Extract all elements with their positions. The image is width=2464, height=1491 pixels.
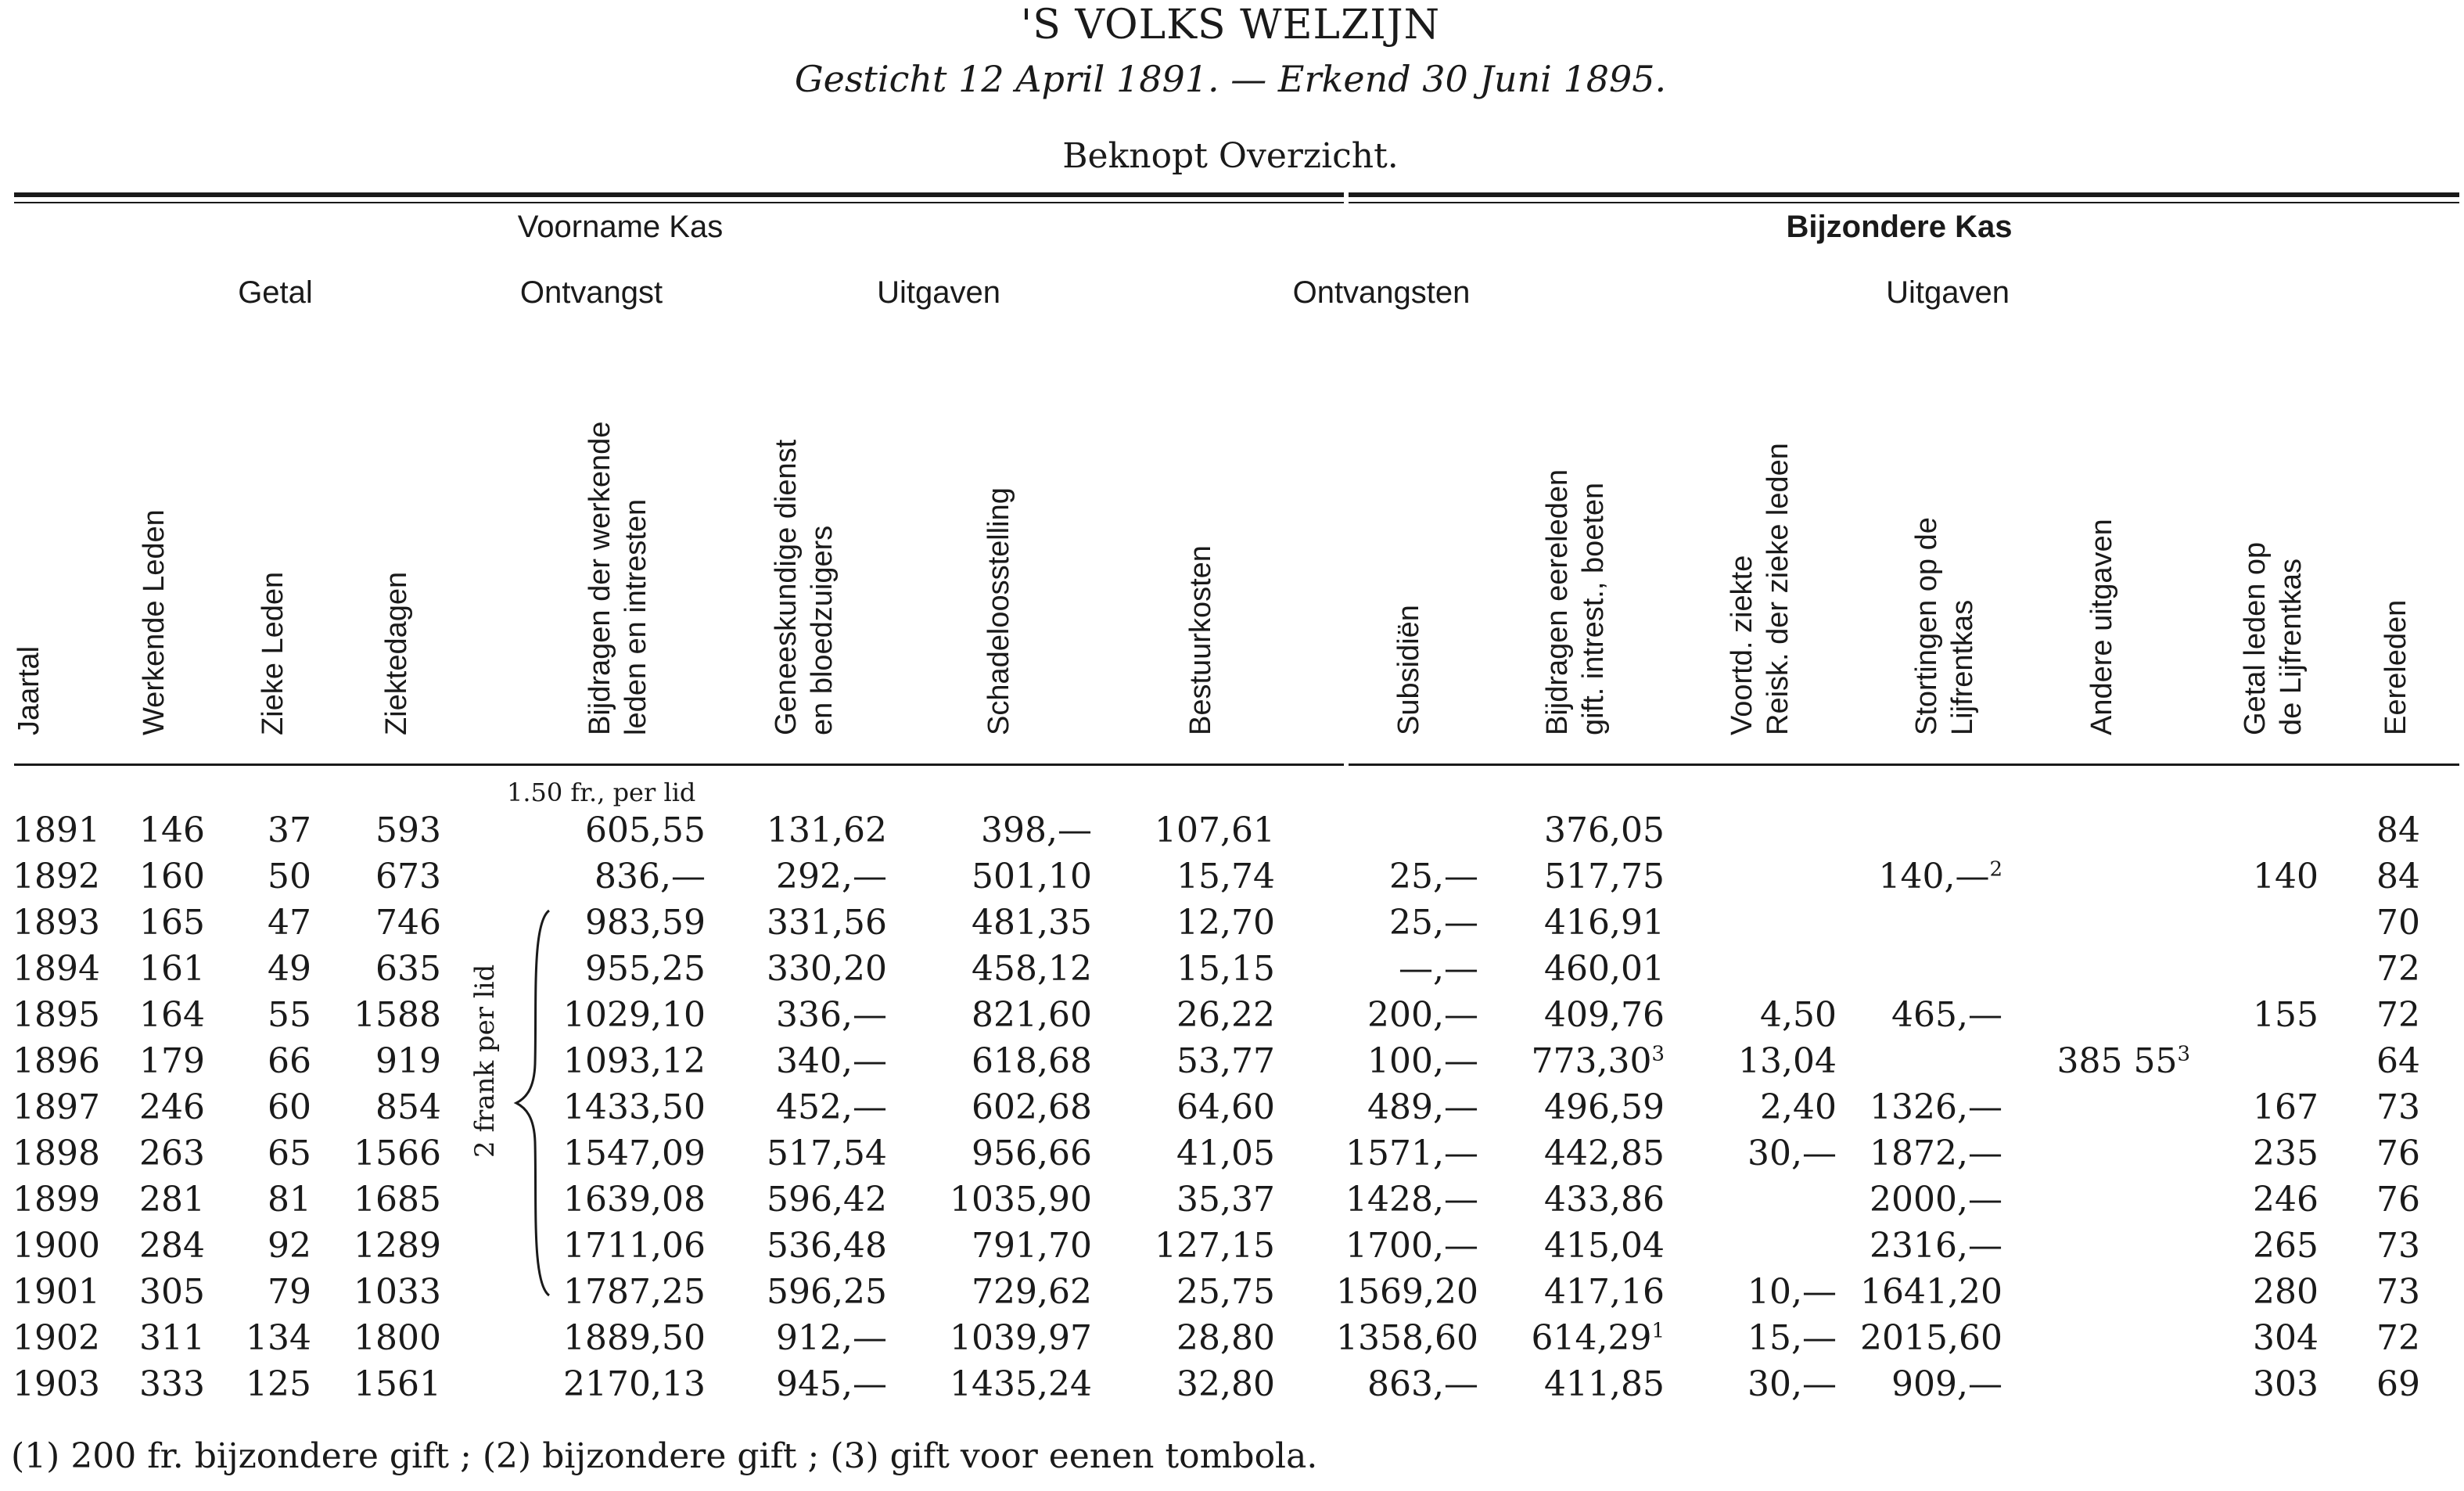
- cell-subsidien: —,—: [1399, 949, 1478, 989]
- cell-geneeskundige-dienst: 945,—: [776, 1364, 887, 1404]
- cell-bijdragen-werkende: 955,25: [585, 949, 706, 989]
- cell-werkende-leden: 246: [139, 1087, 205, 1127]
- column-header-zieke-leden: Zieke Leden: [257, 571, 289, 735]
- cell-subsidien: 863,—: [1367, 1364, 1478, 1404]
- cell-werkende-leden: 160: [139, 857, 205, 896]
- cell-schadeloosstelling: 729,62: [972, 1272, 1092, 1312]
- cell-eereleden: 76: [2376, 1134, 2420, 1173]
- cell-bijdragen-eereleden: 416,91: [1544, 903, 1665, 943]
- cell-subsidien: 489,—: [1367, 1087, 1478, 1127]
- column-header-stortingen-lijfrentkas: Stortingen op de Lijfrentkas: [1910, 517, 1979, 735]
- cell-ziektedagen: 1566: [354, 1134, 441, 1173]
- group-ontvangsten: Ontvangsten: [1292, 275, 1471, 310]
- cell-bestuurkosten: 15,15: [1176, 949, 1275, 989]
- cell-geneeskundige-dienst: 596,25: [767, 1272, 887, 1312]
- cell-stortingen-lijfrentkas: 2000,—: [1870, 1180, 2002, 1220]
- cell-bestuurkosten: 32,80: [1176, 1364, 1275, 1404]
- footnote: (1) 200 fr. bijzondere gift ; (2) bijzondere gift ; (3) gift voor eenen tombola.: [11, 1436, 1318, 1476]
- cell-zieke-leden: 49: [268, 949, 311, 989]
- cell-bijdragen-werkende: 1639,08: [563, 1180, 706, 1220]
- column-header-andere-uitgaven: Andere uitgaven: [2085, 519, 2118, 735]
- column-header-getal-leden-lijfrentkas: Getal leden op de Lijfrentkas: [2239, 541, 2308, 735]
- cell-getal-leden-lijfrentkas: 303: [2253, 1364, 2319, 1404]
- footnote-marker: 3: [2177, 1042, 2190, 1066]
- cell-jaartal: 1891: [13, 810, 100, 850]
- cell-schadeloosstelling: 398,—: [981, 810, 1092, 850]
- cell-werkende-leden: 263: [139, 1134, 205, 1173]
- cell-geneeskundige-dienst: 912,—: [776, 1318, 887, 1358]
- cell-eereleden: 73: [2376, 1087, 2420, 1127]
- cell-voortd-ziekte: 15,—: [1747, 1318, 1837, 1358]
- column-header-werkende-leden: Werkende Leden: [138, 509, 171, 735]
- cell-bijdragen-werkende: 1433,50: [563, 1087, 706, 1127]
- group-bijzondere-kas: Bijzondere Kas: [1786, 210, 2013, 244]
- cell-getal-leden-lijfrentkas: 155: [2253, 995, 2319, 1035]
- cell-bijdragen-eereleden: 773,30$^3$: [1531, 1041, 1665, 1081]
- group-voorname-kas: Voorname Kas: [517, 210, 724, 244]
- cell-zieke-leden: 65: [268, 1134, 311, 1173]
- cell-jaartal: 1902: [13, 1318, 100, 1358]
- group-getal: Getal: [238, 275, 313, 310]
- cell-bestuurkosten: 107,61: [1155, 810, 1275, 850]
- cell-bestuurkosten: 41,05: [1176, 1134, 1275, 1173]
- cell-werkende-leden: 305: [139, 1272, 205, 1312]
- cell-bijdragen-eereleden: 433,86: [1544, 1180, 1665, 1220]
- cell-eereleden: 73: [2376, 1226, 2420, 1266]
- cell-geneeskundige-dienst: 330,20: [767, 949, 887, 989]
- cell-bijdragen-eereleden: 411,85: [1544, 1364, 1665, 1404]
- cell-werkende-leden: 146: [139, 810, 205, 850]
- cell-bijdragen-eereleden: 442,85: [1544, 1134, 1665, 1173]
- cell-geneeskundige-dienst: 536,48: [767, 1226, 887, 1266]
- cell-getal-leden-lijfrentkas: 167: [2253, 1087, 2319, 1127]
- cell-geneeskundige-dienst: 596,42: [767, 1180, 887, 1220]
- cell-schadeloosstelling: 458,12: [972, 949, 1092, 989]
- cell-werkende-leden: 281: [139, 1180, 205, 1220]
- cell-getal-leden-lijfrentkas: 246: [2253, 1180, 2319, 1220]
- cell-jaartal: 1896: [13, 1041, 100, 1081]
- cell-eereleden: 64: [2376, 1041, 2420, 1081]
- cell-ziektedagen: 1800: [354, 1318, 441, 1358]
- footnote-marker: 3: [1651, 1042, 1665, 1066]
- cell-zieke-leden: 125: [246, 1364, 311, 1404]
- column-header-schadeloosstelling: Schadeloosstelling: [982, 487, 1015, 735]
- cell-geneeskundige-dienst: 336,—: [776, 995, 887, 1035]
- cell-bestuurkosten: 26,22: [1176, 995, 1275, 1035]
- cell-ziektedagen: 854: [375, 1087, 441, 1127]
- cell-ziektedagen: 1685: [354, 1180, 441, 1220]
- top-rule-right-thin: [1349, 202, 2459, 203]
- column-header-bestuurkosten: Bestuurkosten: [1184, 545, 1217, 735]
- cell-ziektedagen: 1561: [354, 1364, 441, 1404]
- cell-bestuurkosten: 28,80: [1176, 1318, 1275, 1358]
- cell-eereleden: 72: [2376, 949, 2420, 989]
- column-header-bijdragen-werkende: Bijdragen der werkende leden en intresten: [584, 421, 652, 735]
- column-header-geneeskundige-dienst: Geneeskundige dienst en bloedzuigers: [770, 439, 839, 735]
- cell-subsidien: 1571,—: [1345, 1134, 1478, 1173]
- cell-jaartal: 1899: [13, 1180, 100, 1220]
- cell-subsidien: 100,—: [1367, 1041, 1478, 1081]
- cell-ziektedagen: 1289: [354, 1226, 441, 1266]
- cell-werkende-leden: 179: [139, 1041, 205, 1081]
- cell-eereleden: 70: [2376, 903, 2420, 943]
- column-header-bijdragen-eereleden: Bijdragen eereleden gift. intrest., boeten: [1541, 469, 1610, 735]
- cell-subsidien: 1700,—: [1345, 1226, 1478, 1266]
- cell-werkende-leden: 284: [139, 1226, 205, 1266]
- cell-getal-leden-lijfrentkas: 140: [2253, 857, 2319, 896]
- column-header-subsidien: Subsidiën: [1392, 605, 1425, 735]
- cell-werkende-leden: 161: [139, 949, 205, 989]
- cell-bestuurkosten: 35,37: [1176, 1180, 1275, 1220]
- cell-getal-leden-lijfrentkas: 280: [2253, 1272, 2319, 1312]
- cell-geneeskundige-dienst: 452,—: [776, 1087, 887, 1127]
- cell-schadeloosstelling: 1039,97: [950, 1318, 1092, 1358]
- cell-jaartal: 1898: [13, 1134, 100, 1173]
- cell-bijdragen-werkende: 836,—: [594, 857, 706, 896]
- column-header-eereleden: Eereleden: [2380, 599, 2412, 735]
- cell-ziektedagen: 1033: [354, 1272, 441, 1312]
- cell-bijdragen-werkende: 1711,06: [563, 1226, 706, 1266]
- cell-stortingen-lijfrentkas: 1326,—: [1870, 1087, 2002, 1127]
- cell-schadeloosstelling: 1435,24: [950, 1364, 1092, 1404]
- cell-zieke-leden: 81: [268, 1180, 311, 1220]
- cell-bestuurkosten: 127,15: [1155, 1226, 1275, 1266]
- cell-ziektedagen: 593: [375, 810, 441, 850]
- cell-geneeskundige-dienst: 331,56: [767, 903, 887, 943]
- cell-bijdragen-eereleden: 496,59: [1544, 1087, 1665, 1127]
- cell-bestuurkosten: 64,60: [1176, 1087, 1275, 1127]
- cell-eereleden: 72: [2376, 995, 2420, 1035]
- cell-stortingen-lijfrentkas: 2015,60: [1860, 1318, 2002, 1358]
- cell-subsidien: 200,—: [1367, 995, 1478, 1035]
- cell-stortingen-lijfrentkas: 2316,—: [1870, 1226, 2002, 1266]
- cell-stortingen-lijfrentkas: 1641,20: [1860, 1272, 2002, 1312]
- cell-bijdragen-werkende: 605,55: [585, 810, 706, 850]
- top-rule-right-thick: [1349, 192, 2459, 197]
- cell-voortd-ziekte: 30,—: [1747, 1364, 1837, 1404]
- top-rule-left-thin: [14, 202, 1344, 203]
- cell-jaartal: 1894: [13, 949, 100, 989]
- cell-werkende-leden: 333: [139, 1364, 205, 1404]
- cell-voortd-ziekte: 13,04: [1738, 1041, 1837, 1081]
- cell-jaartal: 1892: [13, 857, 100, 896]
- cell-voortd-ziekte: 10,—: [1747, 1272, 1837, 1312]
- footnote-marker: 1: [1651, 1319, 1665, 1343]
- cell-jaartal: 1900: [13, 1226, 100, 1266]
- cell-bijdragen-eereleden: 614,29$^1$: [1531, 1318, 1665, 1358]
- cell-zieke-leden: 92: [268, 1226, 311, 1266]
- cell-zieke-leden: 79: [268, 1272, 311, 1312]
- cell-geneeskundige-dienst: 340,—: [776, 1041, 887, 1081]
- cell-bijdragen-werkende: 1029,10: [563, 995, 706, 1035]
- column-header-jaartal: Jaartal: [13, 645, 45, 735]
- cell-schadeloosstelling: 956,66: [972, 1134, 1092, 1173]
- cell-geneeskundige-dienst: 292,—: [776, 857, 887, 896]
- cell-eereleden: 73: [2376, 1272, 2420, 1312]
- cell-zieke-leden: 50: [268, 857, 311, 896]
- cell-getal-leden-lijfrentkas: 235: [2253, 1134, 2319, 1173]
- note-per-lid-range: 2 frank per lid: [469, 964, 501, 1158]
- column-header-ziektedagen: Ziektedagen: [380, 571, 413, 735]
- cell-bestuurkosten: 15,74: [1176, 857, 1275, 896]
- cell-getal-leden-lijfrentkas: 304: [2253, 1318, 2319, 1358]
- cell-zieke-leden: 55: [268, 995, 311, 1035]
- cell-bestuurkosten: 53,77: [1176, 1041, 1275, 1081]
- cell-schadeloosstelling: 481,35: [972, 903, 1092, 943]
- cell-geneeskundige-dienst: 517,54: [767, 1134, 887, 1173]
- header-rule-left: [14, 763, 1344, 766]
- cell-bijdragen-werkende: 1093,12: [563, 1041, 706, 1081]
- cell-bijdragen-werkende: 1547,09: [563, 1134, 706, 1173]
- cell-schadeloosstelling: 1035,90: [950, 1180, 1092, 1220]
- cell-geneeskundige-dienst: 131,62: [767, 810, 887, 850]
- header-rule-right: [1349, 763, 2459, 766]
- cell-ziektedagen: 673: [375, 857, 441, 896]
- cell-subsidien: 25,—: [1389, 857, 1478, 896]
- cell-schadeloosstelling: 602,68: [972, 1087, 1092, 1127]
- column-header-voortd-ziekte: Voortd. ziekte Reisk. der zieke leden: [1726, 443, 1794, 735]
- top-rule-left-thick: [14, 192, 1344, 197]
- cell-schadeloosstelling: 791,70: [972, 1226, 1092, 1266]
- cell-schadeloosstelling: 501,10: [972, 857, 1092, 896]
- cell-schadeloosstelling: 821,60: [972, 995, 1092, 1035]
- cell-jaartal: 1897: [13, 1087, 100, 1127]
- cell-bijdragen-eereleden: 409,76: [1544, 995, 1665, 1035]
- cell-stortingen-lijfrentkas: 140,—$^2$: [1878, 857, 2002, 896]
- cell-zieke-leden: 60: [268, 1087, 311, 1127]
- cell-eereleden: 84: [2376, 810, 2420, 850]
- cell-bestuurkosten: 25,75: [1176, 1272, 1275, 1312]
- document-title: 'S VOLKS WELZIJN: [1020, 2, 1441, 49]
- cell-subsidien: 25,—: [1389, 903, 1478, 943]
- cell-stortingen-lijfrentkas: 1872,—: [1870, 1134, 2002, 1173]
- cell-eereleden: 72: [2376, 1318, 2420, 1358]
- cell-bijdragen-eereleden: 415,04: [1544, 1226, 1665, 1266]
- note-per-lid-1891: 1.50 fr., per lid: [507, 778, 696, 807]
- cell-bijdragen-werkende: 1889,50: [563, 1318, 706, 1358]
- cell-bestuurkosten: 12,70: [1176, 903, 1275, 943]
- cell-bijdragen-eereleden: 517,75: [1544, 857, 1665, 896]
- cell-werkende-leden: 165: [139, 903, 205, 943]
- cell-jaartal: 1893: [13, 903, 100, 943]
- cell-ziektedagen: 919: [375, 1041, 441, 1081]
- cell-bijdragen-eereleden: 460,01: [1544, 949, 1665, 989]
- cell-eereleden: 84: [2376, 857, 2420, 896]
- cell-bijdragen-eereleden: 376,05: [1544, 810, 1665, 850]
- cell-ziektedagen: 746: [375, 903, 441, 943]
- cell-zieke-leden: 134: [246, 1318, 311, 1358]
- cell-bijdragen-werkende: 2170,13: [563, 1364, 706, 1404]
- cell-werkende-leden: 311: [139, 1318, 205, 1358]
- document-subtitle: Gesticht 12 April 1891. — Erkend 30 Juni 1895.: [794, 58, 1667, 100]
- cell-stortingen-lijfrentkas: 909,—: [1891, 1364, 2002, 1404]
- cell-jaartal: 1895: [13, 995, 100, 1035]
- curly-brace-icon: [508, 907, 555, 1299]
- overview-heading: Beknopt Overzicht.: [1062, 136, 1399, 176]
- cell-schadeloosstelling: 618,68: [972, 1041, 1092, 1081]
- cell-eereleden: 76: [2376, 1180, 2420, 1220]
- cell-getal-leden-lijfrentkas: 265: [2253, 1226, 2319, 1266]
- group-ontvangst: Ontvangst: [519, 275, 663, 310]
- cell-voortd-ziekte: 4,50: [1760, 995, 1837, 1035]
- cell-zieke-leden: 66: [268, 1041, 311, 1081]
- cell-bijdragen-eereleden: 417,16: [1544, 1272, 1665, 1312]
- cell-subsidien: 1569,20: [1336, 1272, 1478, 1312]
- cell-bijdragen-werkende: 983,59: [585, 903, 706, 943]
- cell-bijdragen-werkende: 1787,25: [563, 1272, 706, 1312]
- cell-zieke-leden: 47: [268, 903, 311, 943]
- cell-subsidien: 1358,60: [1336, 1318, 1478, 1358]
- group-uitgaven-bijzondere: Uitgaven: [1886, 275, 2010, 310]
- cell-subsidien: 1428,—: [1345, 1180, 1478, 1220]
- cell-jaartal: 1903: [13, 1364, 100, 1404]
- cell-stortingen-lijfrentkas: 465,—: [1891, 995, 2002, 1035]
- cell-voortd-ziekte: 30,—: [1747, 1134, 1837, 1173]
- cell-eereleden: 69: [2376, 1364, 2420, 1404]
- group-uitgaven-voorname: Uitgaven: [877, 275, 1000, 310]
- cell-ziektedagen: 635: [375, 949, 441, 989]
- cell-werkende-leden: 164: [139, 995, 205, 1035]
- cell-voortd-ziekte: 2,40: [1760, 1087, 1837, 1127]
- footnote-marker: 2: [1989, 857, 2002, 882]
- cell-ziektedagen: 1588: [354, 995, 441, 1035]
- cell-andere-uitgaven: 385 $55^3$: [2056, 1041, 2190, 1081]
- cell-zieke-leden: 37: [268, 810, 311, 850]
- cell-jaartal: 1901: [13, 1272, 100, 1312]
